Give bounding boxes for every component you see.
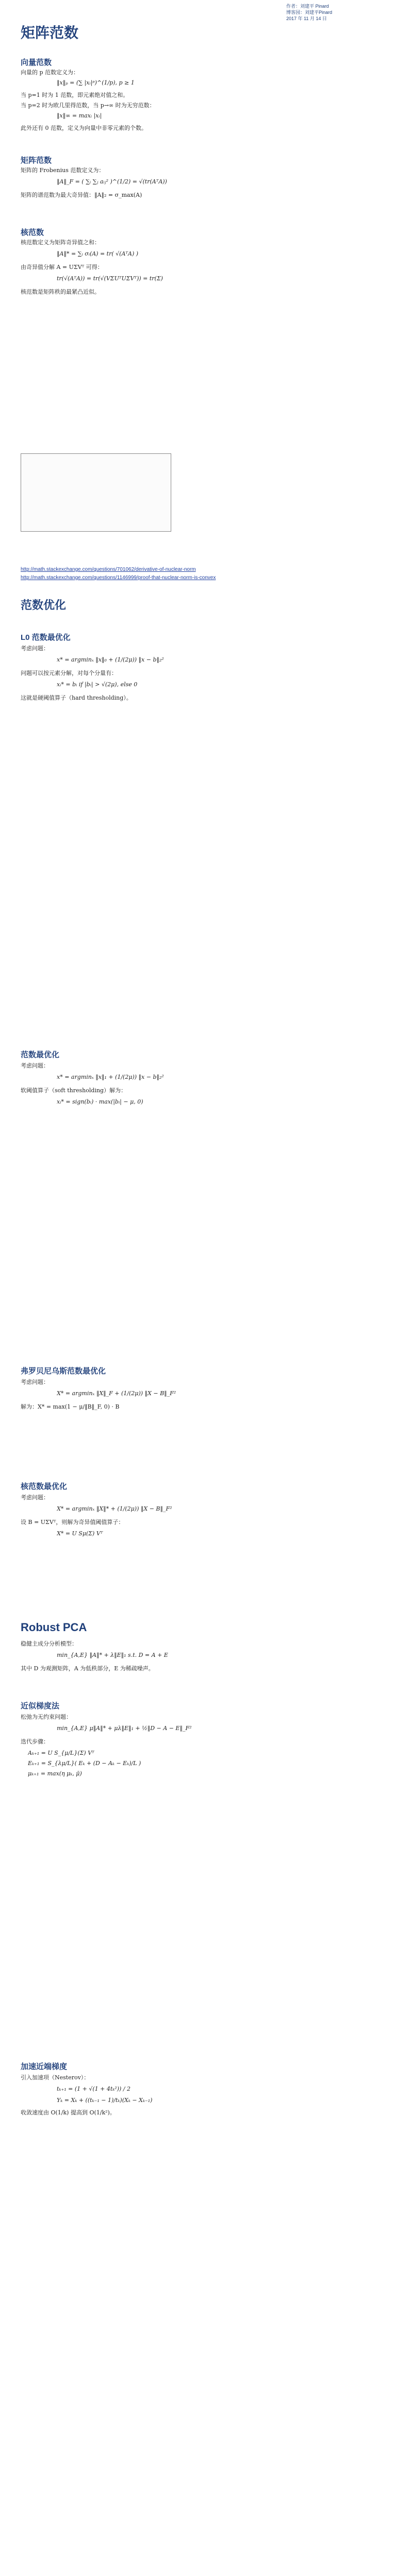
- equation: ‖x‖ₚ = (∑ |xᵢ|ᵖ)^(1/p), p ≥ 1: [57, 79, 135, 86]
- equation: min_{A,E} ‖A‖* + λ‖E‖₁ s.t. D = A + E: [57, 1652, 168, 1658]
- header-note: [286, 3, 400, 22]
- section-heading: 加速近端梯度: [21, 2062, 68, 2071]
- equation: Eₖ₊₁ = S_{λμ/L}( Eₖ + (D − Aₖ − Eₖ)/L ): [28, 1760, 141, 1767]
- section-heading: 核范数最优化: [21, 1482, 68, 1491]
- text-line: 引入加速项（Nesterov）：: [21, 2074, 90, 2081]
- text-line: 由奇异值分解 A = UΣVᵀ 可得：: [21, 264, 103, 270]
- equation: min_{A,E} μ‖A‖* + μλ‖E‖₁ + ½‖D − A − E‖_F²: [57, 1725, 192, 1732]
- section-heading: 核范数: [21, 228, 44, 237]
- header-line: 博客园：刘建平Pinard: [286, 10, 333, 15]
- section-heading: 范数最优化: [21, 1050, 60, 1059]
- section-title: Robust PCA: [21, 1621, 87, 1634]
- text-line: 设 B = UΣVᵀ，则解为奇异值阈值算子：: [21, 1519, 124, 1526]
- section-title: 范数优化: [21, 599, 67, 612]
- text-line: 向量的 p 范数定义为：: [21, 69, 79, 76]
- text-line: 当 p=1 时为 1 范数，即元素绝对值之和。: [21, 92, 129, 98]
- equation: μₖ₊₁ = max(η μₖ, μ̄): [28, 1770, 82, 1777]
- equation: X* = argminₓ ‖X‖* + (1/(2μ)) ‖X − B‖_F²: [57, 1505, 172, 1512]
- equation: xᵢ* = bᵢ if |bᵢ| > √(2μ), else 0: [57, 681, 138, 688]
- equation: ‖x‖∞ = maxᵢ |xᵢ|: [57, 112, 102, 119]
- header-line: 2017 年 11 月 14 日: [286, 16, 327, 21]
- equation: Yₖ = Xₖ + ((tₖ₋₁ − 1)/tₖ)(Xₖ − Xₖ₋₁): [57, 2097, 153, 2104]
- text-line: 核范数是矩阵秩的最紧凸近似。: [21, 289, 100, 295]
- equation: X* = argminₓ ‖X‖_F + (1/(2μ)) ‖X − B‖_F²: [57, 1390, 176, 1397]
- text-line: 这就是硬阈值算子（hard thresholding）。: [21, 694, 132, 701]
- text-line: 此外还有 0 范数，定义为向量中非零元素的个数。: [21, 125, 147, 131]
- section-heading: 弗罗贝尼乌斯范数最优化: [21, 1367, 106, 1376]
- section-heading: 近似梯度法: [21, 1702, 60, 1710]
- text-line: 核范数定义为矩阵奇异值之和：: [21, 239, 100, 246]
- text-line: 考虑问题：: [21, 1494, 49, 1501]
- equation: ‖A‖* = ∑ᵢ σᵢ(A) = tr( √(AᵀA) ): [57, 250, 139, 257]
- text-line: 考虑问题：: [21, 1062, 49, 1069]
- text-line: 矩阵的 Frobenius 范数定义为：: [21, 167, 105, 174]
- text-line: 稳健主成分分析模型：: [21, 1640, 77, 1647]
- text-line: 收敛速度由 O(1/k) 提高到 O(1/k²)。: [21, 2109, 116, 2116]
- text-line: 当 p=2 时为欧几里得范数，当 p→∞ 时为无穷范数：: [21, 102, 155, 109]
- equation: x* = argminₓ ‖x‖₀ + (1/(2μ)) ‖x − b‖₂²: [57, 656, 164, 663]
- section-heading: 向量范数: [21, 58, 52, 67]
- section-heading: L0 范数最优化: [21, 633, 71, 642]
- page-title: 矩阵范数: [21, 25, 79, 41]
- equation: xᵢ* = sign(bᵢ) · max(|bᵢ| − μ, 0): [57, 1098, 143, 1105]
- text-line: 解为：X* = max(1 − μ/‖B‖_F, 0) · B: [21, 1403, 120, 1410]
- text-line: 矩阵的谱范数为最大奇异值：‖A‖₂ = σ_max(A): [21, 192, 142, 198]
- text-line: 考虑问题：: [21, 645, 49, 652]
- equation: X* = U Sμ(Σ) Vᵀ: [57, 1530, 103, 1537]
- section-heading: 矩阵范数: [21, 156, 52, 165]
- equation: Aₖ₊₁ = U S_{μ/L}(Σ) Vᵀ: [28, 1750, 94, 1756]
- equation: x* = argminₓ ‖x‖₁ + (1/(2μ)) ‖x − b‖₂²: [57, 1074, 164, 1080]
- equation: tₖ₊₁ = (1 + √(1 + 4tₖ²)) / 2: [57, 2086, 130, 2092]
- text-line: 问题可以按元素分解，对每个分量有：: [21, 670, 117, 676]
- text-line: 软阈值算子（soft thresholding）解为：: [21, 1087, 127, 1094]
- equation: tr(√(AᵀA)) = tr(√(VΣUᵀUΣVᵀ)) = tr(Σ): [57, 275, 163, 282]
- reference-link[interactable]: http://math.stackexchange.com/questions/1146999/proof-that-nuclear-norm-is-convex: [21, 575, 216, 581]
- proof-box: [21, 453, 171, 532]
- text-line: 松弛为无约束问题：: [21, 1714, 72, 1720]
- text-line: 考虑问题：: [21, 1379, 49, 1385]
- text-line: 迭代步骤：: [21, 1738, 49, 1745]
- equation: ‖A‖_F = ( ∑ᵢ ∑ⱼ aᵢⱼ² )^(1/2) = √(tr(AᵀA)): [57, 178, 167, 185]
- reference-link[interactable]: http://math.stackexchange.com/questions/701062/derivative-of-nuclear-norm: [21, 567, 196, 572]
- text-line: 其中 D 为观测矩阵，A 为低秩部分，E 为稀疏噪声。: [21, 1665, 154, 1672]
- header-line: 作者：刘建平 Pinard: [286, 4, 329, 9]
